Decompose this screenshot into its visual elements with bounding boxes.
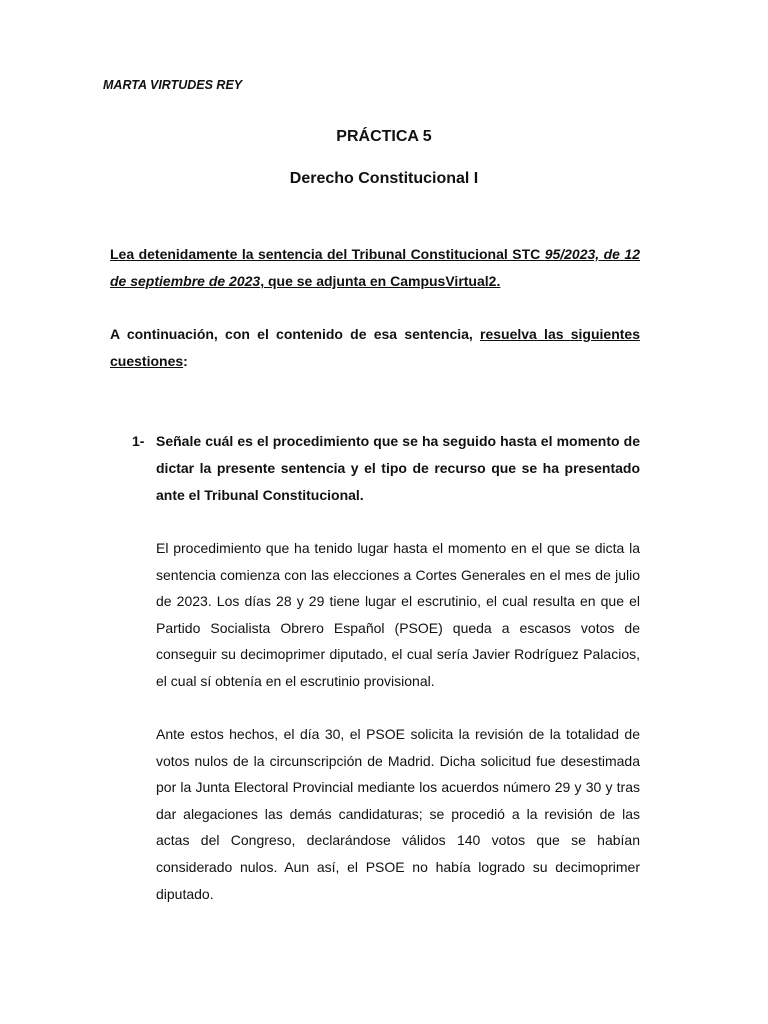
sentence-reference: 95/2023, de 12 de septiembre de 2023 (110, 246, 640, 289)
answer-paragraph: El procedimiento que ha tenido lugar hasta el momento en el que se dicta la sentencia comienza con las elecciones a Cortes Generales en el mes de julio de 2023. Los días 28 y 29 tiene lugar el escrutinio, el cual resulta en que el Partido Socialista Obrero Español (PSOE) queda a escasos votos de conseguir su decimoprimer diputado, el cual sería Javier Rodríguez Palacios, el cual sí obtenía en el escrutinio provisional. (156, 540, 640, 689)
author-name: MARTA VIRTUDES REY (103, 78, 243, 92)
instructions-paragraph (110, 241, 640, 295)
document-title: PRÁCTICA 5 (336, 128, 432, 145)
task-paragraph (110, 321, 640, 375)
document-subtitle: Derecho Constitucional I (289, 170, 479, 187)
instructions-text-end: , que se adjunta en CampusVirtual2. (260, 273, 501, 289)
question-number: 1- (132, 433, 145, 449)
task-emphasis: resuelva las siguientes cuestiones (110, 326, 640, 369)
question-text: Señale cuál es el procedimiento que se ha seguido hasta el momento de dictar la presente sentencia y el tipo de recurso que se ha presentado ante el Tribunal Constitucional. (156, 433, 640, 503)
instructions-text: Lea detenidamente la sentencia del Tribunal Constitucional STC (110, 246, 545, 262)
task-colon: : (183, 353, 188, 369)
task-lead: A continuación, con el contenido de esa sentencia, (110, 326, 481, 342)
answer-paragraph: Ante estos hechos, el día 30, el PSOE solicita la revisión de la totalidad de votos nulos de la circunscripción de Madrid. Dicha solicitud fue desestimada por la Junta Electoral Provincial mediante los acuerdos número 29 y 30 y tras dar alegaciones las demás candidaturas; se procedió a la revisión de las actas del Congreso, declarándose válidos 140 votos que se habían considerado nulos. Aun así, el PSOE no había logrado su decimoprimer diputado. (156, 726, 640, 902)
